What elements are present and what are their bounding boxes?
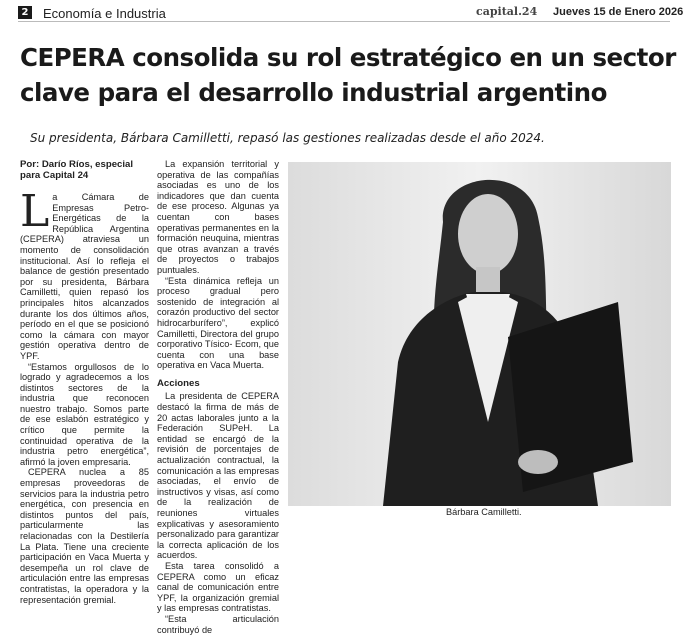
paragraph: Esta tarea consolidó a CEPERA como un eficaz canal de comunicación entre YPF, la organización gremial y las empresas contratistas. [157, 560, 279, 614]
section-subtitle: Acciones [157, 377, 200, 389]
paragraph: La Cámara de Empresas Petro-Energéticas de la República Argentina (CEPERA) atraviesa un momento de consolidación institucional. Así lo refleja el balance de gestión presentado por su presidenta, Bárbara Camilletti, quien repasó los principales hitos alcanzados durante los dos últimos años, período en el que se posicionó como la cámara con mayor gestión operativa dentro de YPF. [20, 186, 149, 361]
photo-caption: Bárbara Camilletti. [446, 507, 522, 517]
section-label: Economía e Industria [43, 6, 166, 21]
drop-cap: L [20, 186, 50, 237]
paragraph: “Esta articulación contribuyó de [157, 613, 279, 635]
article-column-1 [20, 159, 149, 605]
portrait-illustration [288, 162, 671, 506]
publication-date: Jueves 15 de Enero 2026 [553, 6, 684, 18]
paragraph: “Estamos orgullosos de lo logrado y agradecemos a los distintos sectores de la industria que reconocen nuestro trabajo. Somos parte de ese eslabón estratégico y crítico que permite la continuidad operativa de la industria petro energética”, afirmó la joven empresaria. [20, 361, 149, 467]
paragraph: La expansión territorial y operativa de las compañías asociadas es uno de los indicadores que dan cuenta de ese proceso. Algunas ya cuentan con bases operativas permanentes en la formación neuquina, mientras que otras avanzan a través de proyectos o trabajos puntuales. [157, 159, 279, 275]
header-rule [18, 21, 670, 22]
page-number: 2 [18, 6, 32, 19]
paragraph: La presidenta de CEPERA destacó la firma de más de 20 actas laborales junto a la Federación SUPeH. La entidad se encargó de la revisión de porcentajes de actualización contractual, la comunicación a las empresas asociadas, el envío de instructivos y visas, así como de la realización de reuniones virtuales explicativas y asesoramiento personalizado para garantizar la correcta aplicación de los acuerdos. [157, 391, 279, 561]
subheadline: Su presidenta, Bárbara Camilletti, repasó las gestiones realizadas desde el año 2024. [30, 131, 545, 145]
headline: CEPERA consolida su rol estratégico en un sector clave para el desarrollo industrial argentino [20, 43, 676, 107]
paragraph: CEPERA nuclea a 85 empresas proveedoras de servicios para la industria petro energética, con presencia en distintos puntos del país, particularmente las relacionadas con la Destilería La Plata. Tiene una creciente participación en Vaca Muerta y desempeña un rol clave de articulación entre las empresas contratistas, la operadora y la representación gremial. [20, 467, 149, 605]
paragraph: “Esta dinámica refleja un proceso gradual pero sostenido de integración al corazón productivo del sector hidrocarburífero”, explicó Camilletti, Directora del grupo corporativo Tísico- Ecom, que cuenta con una base operativa en Vaca Muerta. [157, 275, 279, 371]
page-header [0, 0, 685, 22]
portrait-photo [288, 162, 671, 506]
byline: Por: Darío Ríos, especial para Capital 24 [20, 159, 134, 181]
publication-name: capital.24 [476, 5, 538, 18]
article-column-2 [157, 159, 279, 635]
